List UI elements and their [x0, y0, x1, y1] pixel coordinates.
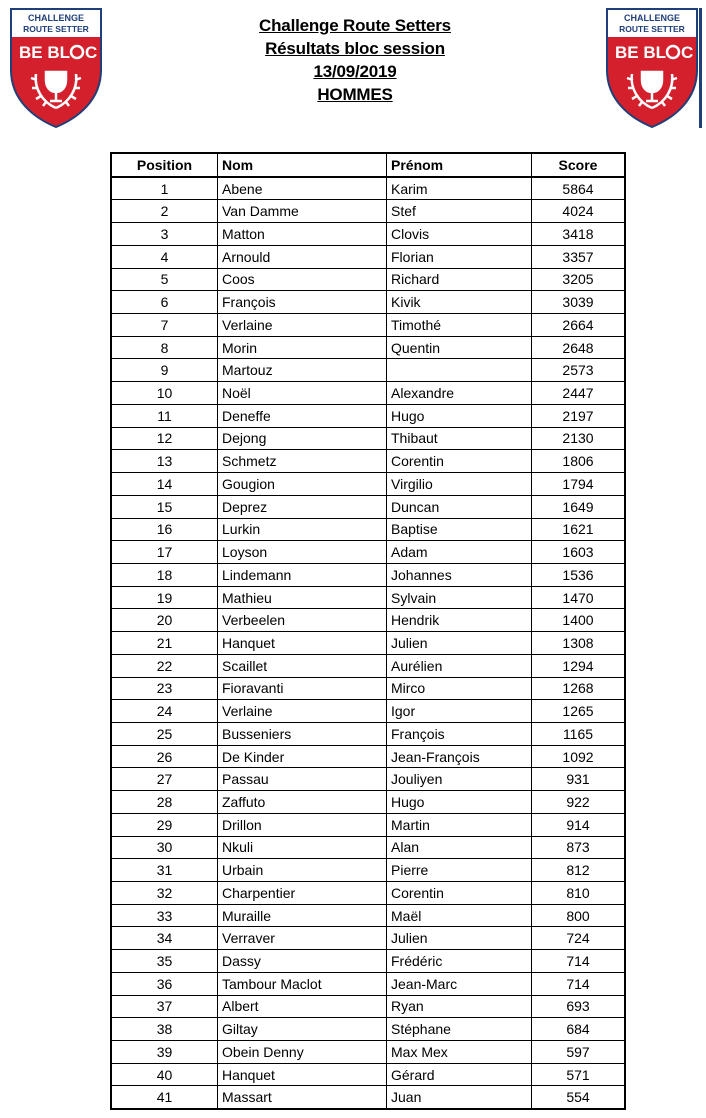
cell-position: 6 [111, 291, 218, 314]
table-row [111, 745, 625, 768]
table-row [111, 859, 625, 882]
cell-position: 25 [111, 722, 218, 745]
cell-nom: Drillon [218, 813, 387, 836]
cell-score: 800 [532, 904, 626, 927]
table-row [111, 768, 625, 791]
cell-score: 684 [532, 1018, 626, 1041]
cell-prenom: Richard [387, 268, 532, 291]
table-row [111, 972, 625, 995]
table-row [111, 882, 625, 905]
cell-score: 2573 [532, 359, 626, 382]
cell-score: 554 [532, 1086, 626, 1109]
cell-score: 1265 [532, 700, 626, 723]
cell-score: 1268 [532, 677, 626, 700]
cell-nom: Gougion [218, 473, 387, 496]
cell-prenom: Duncan [387, 495, 532, 518]
cell-prenom: Adam [387, 541, 532, 564]
table-row [111, 450, 625, 473]
cell-score: 1400 [532, 609, 626, 632]
cell-nom: Fioravanti [218, 677, 387, 700]
cell-position: 15 [111, 495, 218, 518]
cell-position: 16 [111, 518, 218, 541]
cell-score: 3039 [532, 291, 626, 314]
challenge-logo-right [606, 8, 698, 128]
cell-score: 693 [532, 995, 626, 1018]
cell-score: 724 [532, 927, 626, 950]
cell-nom: Deneffe [218, 404, 387, 427]
cell-prenom: Igor [387, 700, 532, 723]
cell-prenom: Baptise [387, 518, 532, 541]
cell-score: 1308 [532, 632, 626, 655]
cell-position: 37 [111, 995, 218, 1018]
cell-prenom: Pierre [387, 859, 532, 882]
cell-nom: Charpentier [218, 882, 387, 905]
table-row [111, 1063, 625, 1086]
cell-position: 24 [111, 700, 218, 723]
cell-position: 27 [111, 768, 218, 791]
cell-position: 20 [111, 609, 218, 632]
cell-prenom: Clovis [387, 223, 532, 246]
cell-score: 3418 [532, 223, 626, 246]
table-row [111, 1018, 625, 1041]
cell-score: 922 [532, 791, 626, 814]
cell-score: 4024 [532, 200, 626, 223]
cell-score: 3205 [532, 268, 626, 291]
cell-prenom: Jean-Marc [387, 972, 532, 995]
cell-score: 2197 [532, 404, 626, 427]
cell-score: 2648 [532, 336, 626, 359]
cell-nom: Lurkin [218, 518, 387, 541]
cell-nom: Dassy [218, 950, 387, 973]
column-header-position: Position [111, 153, 218, 177]
cell-nom: Hanquet [218, 632, 387, 655]
cell-score: 1092 [532, 745, 626, 768]
cell-nom: Nkuli [218, 836, 387, 859]
cell-position: 4 [111, 245, 218, 268]
document-title: Challenge Route Setters [259, 16, 451, 35]
logo-brand: BE BL [19, 43, 70, 62]
cell-prenom [387, 359, 532, 382]
cell-position: 19 [111, 586, 218, 609]
cell-position: 5 [111, 268, 218, 291]
challenge-logo-left [10, 8, 102, 128]
table-row [111, 541, 625, 564]
cell-position: 22 [111, 654, 218, 677]
cell-position: 35 [111, 950, 218, 973]
cell-nom: Obein Denny [218, 1041, 387, 1064]
cell-prenom: Timothé [387, 314, 532, 337]
cell-nom: Passau [218, 768, 387, 791]
cell-prenom: Jean-François [387, 745, 532, 768]
cell-score: 914 [532, 813, 626, 836]
cell-nom: Arnould [218, 245, 387, 268]
cell-nom: Morin [218, 336, 387, 359]
cell-prenom: Corentin [387, 450, 532, 473]
cell-position: 41 [111, 1086, 218, 1109]
table-row [111, 995, 625, 1018]
cell-prenom: Alexandre [387, 382, 532, 405]
cell-nom: Martouz [218, 359, 387, 382]
table-row [111, 563, 625, 586]
table-row [111, 200, 625, 223]
table-row [111, 791, 625, 814]
cell-nom: Verlaine [218, 700, 387, 723]
cell-score: 1536 [532, 563, 626, 586]
cell-nom: Matton [218, 223, 387, 246]
cell-score: 571 [532, 1063, 626, 1086]
table-row [111, 927, 625, 950]
cell-prenom: Thibaut [387, 427, 532, 450]
cell-nom: Schmetz [218, 450, 387, 473]
table-row [111, 223, 625, 246]
cell-prenom: Karim [387, 177, 532, 200]
cell-score: 1603 [532, 541, 626, 564]
table-row [111, 904, 625, 927]
cell-position: 32 [111, 882, 218, 905]
table-row [111, 722, 625, 745]
cell-nom: Tambour Maclot [218, 972, 387, 995]
cell-prenom: Stef [387, 200, 532, 223]
cell-nom: De Kinder [218, 745, 387, 768]
cell-nom: Dejong [218, 427, 387, 450]
cell-position: 33 [111, 904, 218, 927]
logo-line1: CHALLENGE [28, 13, 84, 23]
cell-score: 1165 [532, 722, 626, 745]
cell-prenom: Alan [387, 836, 532, 859]
results-table [110, 152, 626, 1110]
table-row [111, 382, 625, 405]
cell-position: 7 [111, 314, 218, 337]
table-row [111, 495, 625, 518]
cell-prenom: Maël [387, 904, 532, 927]
cell-prenom: Max Mex [387, 1041, 532, 1064]
cell-prenom: Frédéric [387, 950, 532, 973]
table-row [111, 336, 625, 359]
cell-position: 14 [111, 473, 218, 496]
cell-prenom: Mirco [387, 677, 532, 700]
table-row [111, 518, 625, 541]
cell-nom: Busseniers [218, 722, 387, 745]
cell-nom: Coos [218, 268, 387, 291]
cell-position: 21 [111, 632, 218, 655]
cell-prenom: Julien [387, 632, 532, 655]
cell-prenom: Florian [387, 245, 532, 268]
cell-nom: Deprez [218, 495, 387, 518]
cell-position: 31 [111, 859, 218, 882]
cell-nom: Scaillet [218, 654, 387, 677]
cell-prenom: Jouliyen [387, 768, 532, 791]
table-row [111, 473, 625, 496]
cell-prenom: Martin [387, 813, 532, 836]
cell-nom: Noël [218, 382, 387, 405]
cell-position: 3 [111, 223, 218, 246]
cell-score: 714 [532, 972, 626, 995]
table-row [111, 836, 625, 859]
table-row [111, 314, 625, 337]
table-row [111, 404, 625, 427]
results-body [111, 177, 625, 1109]
cell-nom: Urbain [218, 859, 387, 882]
cell-nom: Van Damme [218, 200, 387, 223]
cell-prenom: Sylvain [387, 586, 532, 609]
cell-prenom: Gérard [387, 1063, 532, 1086]
cell-position: 9 [111, 359, 218, 382]
cell-score: 1649 [532, 495, 626, 518]
cell-nom: Massart [218, 1086, 387, 1109]
cell-prenom: François [387, 722, 532, 745]
cell-position: 34 [111, 927, 218, 950]
cell-prenom: Aurélien [387, 654, 532, 677]
cell-position: 10 [111, 382, 218, 405]
cell-position: 30 [111, 836, 218, 859]
logo-brand-end: C [681, 43, 694, 62]
document-subtitle: Résultats bloc session [265, 39, 445, 58]
table-row [111, 427, 625, 450]
cell-prenom: Hugo [387, 791, 532, 814]
cell-prenom: Julien [387, 927, 532, 950]
column-header-prenom: Prénom [387, 153, 532, 177]
cell-position: 2 [111, 200, 218, 223]
table-row [111, 700, 625, 723]
cell-position: 29 [111, 813, 218, 836]
cell-position: 40 [111, 1063, 218, 1086]
cell-score: 1470 [532, 586, 626, 609]
table-row [111, 609, 625, 632]
cell-position: 28 [111, 791, 218, 814]
logo-brand: BE BL [615, 43, 666, 62]
cell-score: 3357 [532, 245, 626, 268]
cell-prenom: Juan [387, 1086, 532, 1109]
cell-prenom: Quentin [387, 336, 532, 359]
table-row [111, 950, 625, 973]
cell-nom: Lindemann [218, 563, 387, 586]
cell-score: 812 [532, 859, 626, 882]
cell-nom: Muraille [218, 904, 387, 927]
table-row [111, 654, 625, 677]
cell-position: 1 [111, 177, 218, 200]
cell-position: 39 [111, 1041, 218, 1064]
cell-score: 2130 [532, 427, 626, 450]
cell-nom: Zaffuto [218, 791, 387, 814]
cell-prenom: Kivik [387, 291, 532, 314]
cell-prenom: Ryan [387, 995, 532, 1018]
cell-prenom: Virgilio [387, 473, 532, 496]
cell-score: 1794 [532, 473, 626, 496]
logo-brand-end: C [85, 43, 98, 62]
table-row [111, 632, 625, 655]
cell-nom: Verraver [218, 927, 387, 950]
table-row [111, 245, 625, 268]
table-row [111, 586, 625, 609]
table-row [111, 1086, 625, 1109]
column-header-nom: Nom [218, 153, 387, 177]
cell-position: 11 [111, 404, 218, 427]
cell-position: 13 [111, 450, 218, 473]
cell-score: 873 [532, 836, 626, 859]
cell-prenom: Hugo [387, 404, 532, 427]
table-row [111, 677, 625, 700]
cell-position: 38 [111, 1018, 218, 1041]
cell-nom: Verlaine [218, 314, 387, 337]
cell-score: 1806 [532, 450, 626, 473]
cell-score: 2447 [532, 382, 626, 405]
shield-logo-icon [10, 8, 102, 128]
cell-score: 1621 [532, 518, 626, 541]
table-row [111, 291, 625, 314]
document-category: HOMMES [317, 85, 393, 104]
cell-prenom: Johannes [387, 563, 532, 586]
cell-nom: François [218, 291, 387, 314]
cell-position: 8 [111, 336, 218, 359]
cell-score: 597 [532, 1041, 626, 1064]
table-row [111, 177, 625, 200]
cell-score: 1294 [532, 654, 626, 677]
cell-position: 18 [111, 563, 218, 586]
document-header [150, 14, 560, 106]
cell-position: 12 [111, 427, 218, 450]
column-header-score: Score [532, 153, 626, 177]
logo-line2: ROUTE SETTER [619, 24, 685, 34]
cell-prenom: Hendrik [387, 609, 532, 632]
table-header-row [111, 153, 625, 177]
document-date: 13/09/2019 [313, 62, 397, 81]
cell-score: 810 [532, 882, 626, 905]
cell-nom: Abene [218, 177, 387, 200]
cell-position: 23 [111, 677, 218, 700]
cell-score: 5864 [532, 177, 626, 200]
cell-nom: Albert [218, 995, 387, 1018]
logo-line1: CHALLENGE [624, 13, 680, 23]
cell-score: 931 [532, 768, 626, 791]
table-row [111, 1041, 625, 1064]
cell-score: 714 [532, 950, 626, 973]
page-edge-divider [699, 8, 702, 128]
logo-line2: ROUTE SETTER [23, 24, 89, 34]
table-row [111, 268, 625, 291]
table-row [111, 813, 625, 836]
cell-nom: Loyson [218, 541, 387, 564]
cell-score: 2664 [532, 314, 626, 337]
cell-position: 17 [111, 541, 218, 564]
cell-nom: Verbeelen [218, 609, 387, 632]
cell-nom: Mathieu [218, 586, 387, 609]
cell-prenom: Corentin [387, 882, 532, 905]
cell-nom: Hanquet [218, 1063, 387, 1086]
cell-prenom: Stéphane [387, 1018, 532, 1041]
cell-position: 26 [111, 745, 218, 768]
cell-nom: Giltay [218, 1018, 387, 1041]
table-row [111, 359, 625, 382]
cell-position: 36 [111, 972, 218, 995]
shield-logo-icon [606, 8, 698, 128]
